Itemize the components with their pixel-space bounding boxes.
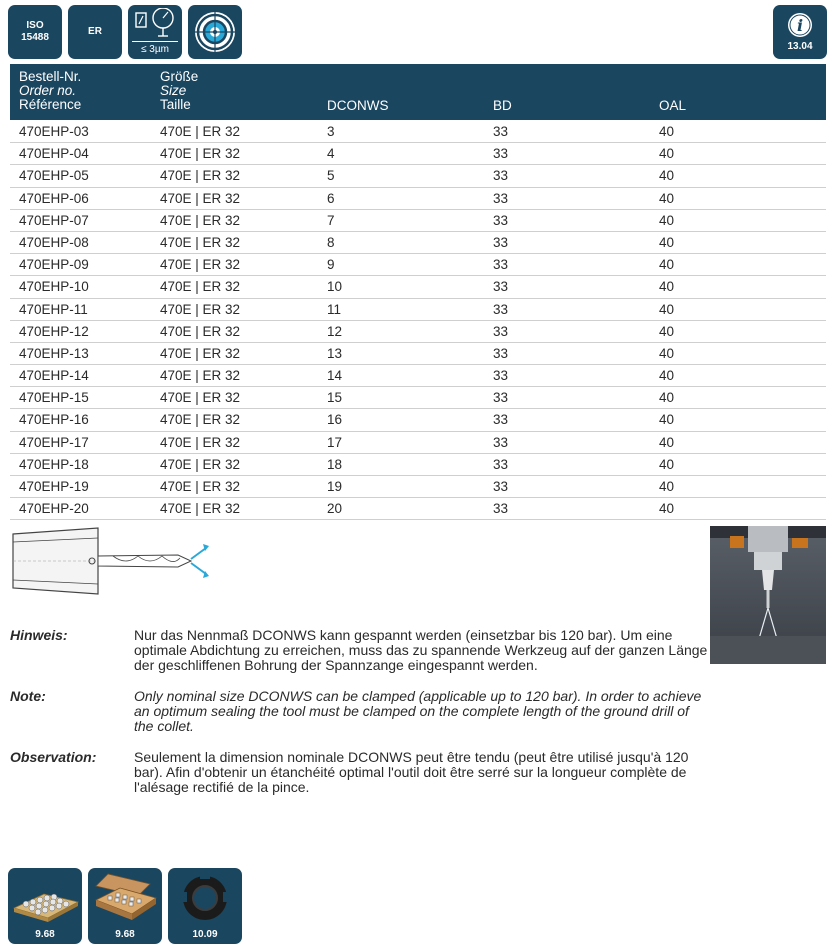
table-row	[10, 321, 826, 343]
cell-oal: 40	[659, 168, 675, 184]
header-oal: OAL	[659, 98, 687, 113]
header-size-fr: Taille	[160, 97, 191, 112]
cell-size: 470E | ER 32	[160, 479, 241, 494]
cell-oal: 40	[659, 279, 675, 295]
collet-set-tray-icon	[8, 868, 82, 926]
dial-gauge-icon	[130, 8, 180, 40]
cell-dconws: 8	[327, 234, 335, 250]
clamping-nut-icon	[168, 868, 242, 926]
note-de-label: Hinweis:	[10, 627, 68, 643]
er-badge	[68, 5, 122, 59]
cell-size: 470E | ER 32	[160, 279, 241, 295]
header-size-de: Größe	[160, 69, 199, 84]
cell-oal: 40	[659, 190, 675, 206]
cell-order-no: 470EHP-11	[19, 301, 88, 317]
header-size-en: Size	[160, 83, 187, 98]
accessory-clamping-nut-ref: 10.09	[192, 929, 218, 940]
accessory-clamping-nut[interactable]	[168, 868, 242, 944]
machining-photo	[710, 526, 826, 664]
table-row	[10, 454, 826, 476]
cell-order-no: 470EHP-10	[19, 279, 89, 295]
note-fr-label: Observation:	[10, 749, 97, 765]
cell-dconws: 9	[327, 257, 335, 273]
cell-bd: 33	[493, 456, 509, 472]
table-row	[10, 165, 826, 187]
note-en-label: Note:	[10, 688, 46, 704]
note-de-text: Nur das Nennmaß DCONWS kann gespannt werden (einsetzbar bis 120 bar). Um eine optimale Abdichtung zu erreichen, muss das zu spannende Werkzeug auf der ganzen Länge der geschliffenen Bohrung der Spannzange eingespannt werden.	[134, 627, 708, 673]
cell-size: 470E | ER 32	[160, 124, 241, 139]
accessory-wooden-box[interactable]	[88, 868, 162, 944]
cell-dconws: 11	[327, 301, 342, 317]
cell-oal: 40	[659, 434, 675, 450]
cell-bd: 33	[493, 168, 509, 184]
table-row	[10, 232, 826, 254]
header-size	[160, 70, 198, 112]
cell-size: 470E | ER 32	[160, 146, 241, 162]
cell-size: 470E | ER 32	[160, 234, 241, 250]
table-row	[10, 409, 826, 431]
cell-oal: 40	[659, 368, 675, 384]
cell-order-no: 470EHP-08	[19, 234, 89, 250]
cell-order-no: 470EHP-12	[19, 323, 89, 339]
runout-value: ≤ 3µm	[141, 44, 169, 55]
cell-bd: 33	[493, 368, 509, 384]
svg-text:i: i	[796, 15, 804, 35]
cell-size: 470E | ER 32	[160, 168, 241, 184]
cell-oal: 40	[659, 146, 675, 162]
cell-order-no: 470EHP-05	[19, 168, 89, 184]
cell-order-no: 470EHP-16	[19, 412, 89, 428]
table-header	[10, 64, 826, 120]
cell-dconws: 12	[327, 323, 343, 339]
cell-order-no: 470EHP-20	[19, 501, 89, 517]
cell-bd: 33	[493, 301, 509, 317]
runout-badge	[128, 5, 182, 59]
cell-order-no: 470EHP-19	[19, 479, 89, 494]
cell-dconws: 14	[327, 368, 343, 384]
table-row	[10, 143, 826, 165]
cell-dconws: 3	[327, 124, 335, 139]
cell-size: 470E | ER 32	[160, 323, 241, 339]
table-row	[10, 276, 826, 298]
cell-dconws: 18	[327, 456, 343, 472]
info-badge[interactable]	[773, 5, 827, 59]
header-bd: BD	[493, 98, 512, 113]
cell-bd: 33	[493, 345, 509, 361]
cell-order-no: 470EHP-17	[19, 434, 89, 450]
cell-bd: 33	[493, 257, 509, 273]
note-fr-text: Seulement la dimension nominale DCONWS peut être tendu (peut être utilisé jusqu'à 120 bar). Afin d'obtenir un étanchéité optimal l'outil doit être serré sur la longueur complète de l'alésage rectifié de la pince.	[134, 749, 689, 795]
cell-bd: 33	[493, 323, 509, 339]
table-row	[10, 343, 826, 365]
cell-oal: 40	[659, 124, 675, 139]
cell-size: 470E | ER 32	[160, 368, 241, 384]
cell-order-no: 470EHP-14	[19, 368, 89, 384]
cell-oal: 40	[659, 257, 675, 273]
cell-size: 470E | ER 32	[160, 434, 241, 450]
cell-bd: 33	[493, 124, 509, 139]
table-row	[10, 210, 826, 232]
cell-oal: 40	[659, 345, 675, 361]
note-en-text: Only nominal size DCONWS can be clamped (applicable up to 120 bar). In order to achieve an optimum sealing the tool must be clamped on the complete length of the ground drill of the collet.	[134, 688, 702, 734]
accessory-wooden-box-ref: 9.68	[115, 929, 135, 940]
table-row	[10, 476, 826, 498]
cell-oal: 40	[659, 456, 675, 472]
cell-order-no: 470EHP-06	[19, 190, 89, 206]
cell-oal: 40	[659, 479, 675, 494]
cell-order-no: 470EHP-18	[19, 456, 89, 472]
cell-oal: 40	[659, 501, 675, 517]
table-row	[10, 365, 826, 387]
cell-bd: 33	[493, 212, 509, 228]
header-order-no	[19, 70, 81, 112]
header-dconws: DCONWS	[327, 98, 389, 113]
er-label: ER	[88, 26, 102, 37]
accessory-collet-set-ref: 9.68	[35, 929, 55, 940]
cell-dconws: 16	[327, 412, 343, 428]
cell-order-no: 470EHP-07	[19, 212, 89, 228]
header-order-no-de: Bestell-Nr.	[19, 69, 82, 84]
note-en	[10, 689, 710, 734]
cell-size: 470E | ER 32	[160, 190, 241, 206]
cell-bd: 33	[493, 279, 509, 295]
cell-bd: 33	[493, 390, 509, 406]
cell-size: 470E | ER 32	[160, 412, 241, 428]
cell-bd: 33	[493, 412, 509, 428]
cell-dconws: 10	[327, 279, 343, 295]
cell-dconws: 17	[327, 434, 343, 450]
table-row	[10, 498, 826, 520]
cell-order-no: 470EHP-09	[19, 257, 89, 273]
table-row	[10, 254, 826, 276]
info-page-ref: 13.04	[787, 40, 813, 52]
cell-oal: 40	[659, 212, 675, 228]
cell-dconws: 20	[327, 501, 343, 517]
header-order-no-en: Order no.	[19, 83, 77, 98]
cell-size: 470E | ER 32	[160, 390, 241, 406]
note-de	[10, 628, 710, 673]
cell-size: 470E | ER 32	[160, 257, 241, 273]
cell-oal: 40	[659, 301, 675, 317]
cell-dconws: 5	[327, 168, 335, 184]
collet-wooden-box-icon	[88, 868, 162, 926]
table-row	[10, 387, 826, 409]
cell-bd: 33	[493, 501, 509, 517]
cell-size: 470E | ER 32	[160, 456, 241, 472]
cell-order-no: 470EHP-13	[19, 345, 89, 361]
cell-size: 470E | ER 32	[160, 501, 241, 517]
cell-dconws: 7	[327, 212, 335, 228]
cell-order-no: 470EHP-04	[19, 146, 89, 162]
coolant-target-icon	[191, 8, 239, 56]
cell-oal: 40	[659, 412, 675, 428]
cell-size: 470E | ER 32	[160, 301, 241, 317]
cell-size: 470E | ER 32	[160, 345, 241, 361]
collet-drill-drawing	[8, 522, 218, 600]
table-row	[10, 432, 826, 454]
cell-bd: 33	[493, 479, 509, 494]
table-row	[10, 299, 826, 321]
cell-dconws: 15	[327, 390, 343, 406]
info-icon	[787, 12, 813, 38]
cell-order-no: 470EHP-03	[19, 124, 89, 139]
header-order-no-fr: Référence	[19, 97, 82, 112]
cell-dconws: 19	[327, 479, 343, 494]
cell-oal: 40	[659, 390, 675, 406]
cell-dconws: 4	[327, 146, 335, 162]
cell-dconws: 6	[327, 190, 335, 206]
cell-oal: 40	[659, 323, 675, 339]
cell-bd: 33	[493, 190, 509, 206]
cell-oal: 40	[659, 234, 675, 250]
table-body	[10, 121, 826, 520]
notes-section	[10, 628, 710, 811]
table-row	[10, 121, 826, 143]
cell-bd: 33	[493, 146, 509, 162]
coolant-badge	[188, 5, 242, 59]
cell-order-no: 470EHP-15	[19, 390, 89, 406]
cell-dconws: 13	[327, 345, 343, 361]
cell-bd: 33	[493, 434, 509, 450]
cell-bd: 33	[493, 234, 509, 250]
iso-label: ISO	[26, 20, 44, 31]
accessory-collet-set[interactable]	[8, 868, 82, 944]
iso-badge	[8, 5, 62, 59]
note-fr	[10, 750, 710, 795]
table-row	[10, 188, 826, 210]
iso-number: 15488	[21, 32, 49, 43]
cell-size: 470E | ER 32	[160, 212, 241, 228]
